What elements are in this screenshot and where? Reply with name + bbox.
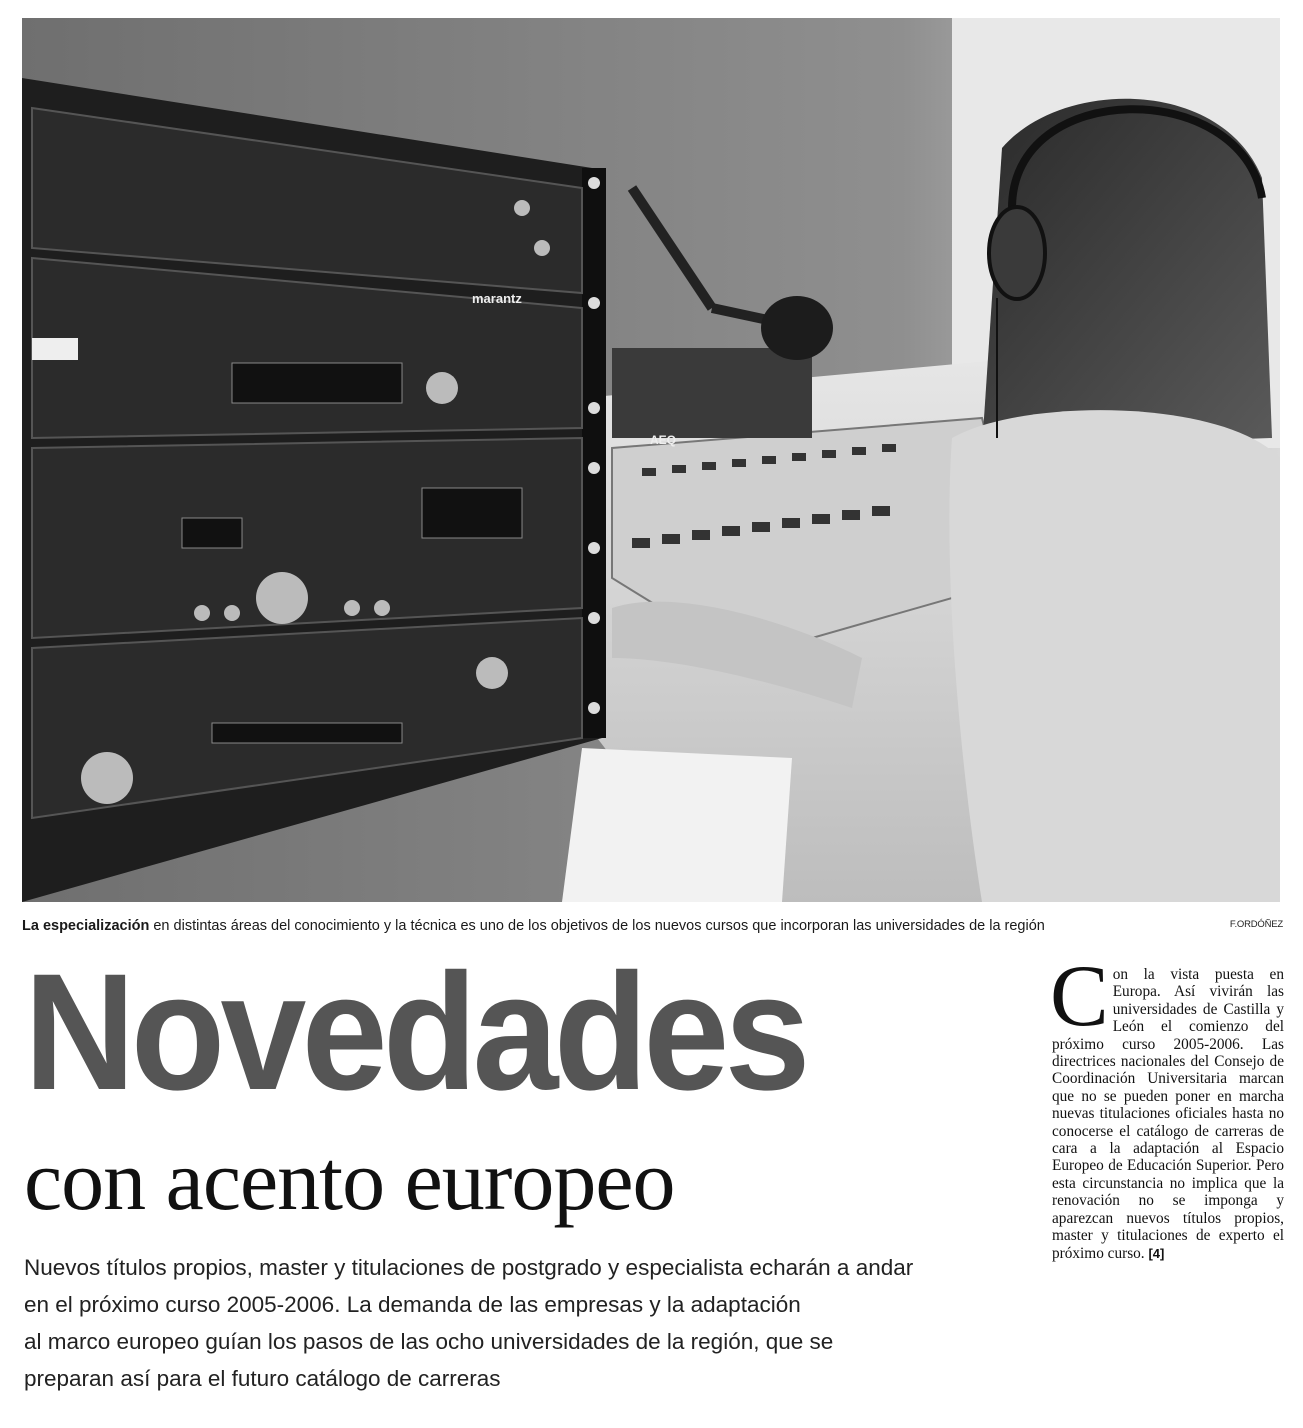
caption-lead: La especialización bbox=[22, 918, 150, 934]
article-lede bbox=[24, 1249, 954, 1397]
drop-cap: C bbox=[1050, 948, 1109, 1045]
caption-text: en distintas áreas del conocimiento y la técnica es uno de los objetivos de los nuevos cursos que incorporan las universidades de la región bbox=[149, 918, 1045, 934]
console-brand: AEQ bbox=[650, 433, 677, 447]
lede-line: preparan así para el futuro catálogo de carreras bbox=[24, 1366, 501, 1391]
page-reference: [4] bbox=[1148, 1245, 1165, 1261]
headline-sub: con acento europeo bbox=[24, 1132, 675, 1228]
article-body bbox=[1050, 948, 1284, 1262]
equipment-brand: marantz bbox=[472, 291, 522, 306]
photo-caption bbox=[22, 917, 1172, 935]
body-text: on la vista puesta en Europa. Así vivirán las universidades de Castilla y León el comienzo del próximo curso 2005-2006. Las directrices nacionales del Consejo de Coordinación Universitaria marcan que no se pueden poner en marcha nuevas titulaciones oficiales hasta no conocerse el catálogo de carreras de cara a la adaptación al Espacio Europeo de Educación Superior. Pero esta circunstancia no implica que la renovación no se imponga y aparezcan nuevos títulos propios, master y titulaciones de experto el próximo curso. bbox=[1052, 966, 1284, 1262]
lede-line: al marco europeo guían los pasos de las ocho universidades de la región, que se bbox=[24, 1329, 834, 1354]
headline-main: Novedades bbox=[24, 940, 806, 1125]
lede-line: en el próximo curso 2005-2006. La demanda de las empresas y la adaptación bbox=[24, 1292, 801, 1317]
article-photo bbox=[22, 18, 1280, 902]
photo-credit: F.ORDÓÑEZ bbox=[1229, 919, 1283, 930]
lede-line: Nuevos títulos propios, master y titulaciones de postgrado y especialista echarán a andar bbox=[24, 1255, 914, 1280]
radio-studio-photo bbox=[22, 18, 1280, 902]
